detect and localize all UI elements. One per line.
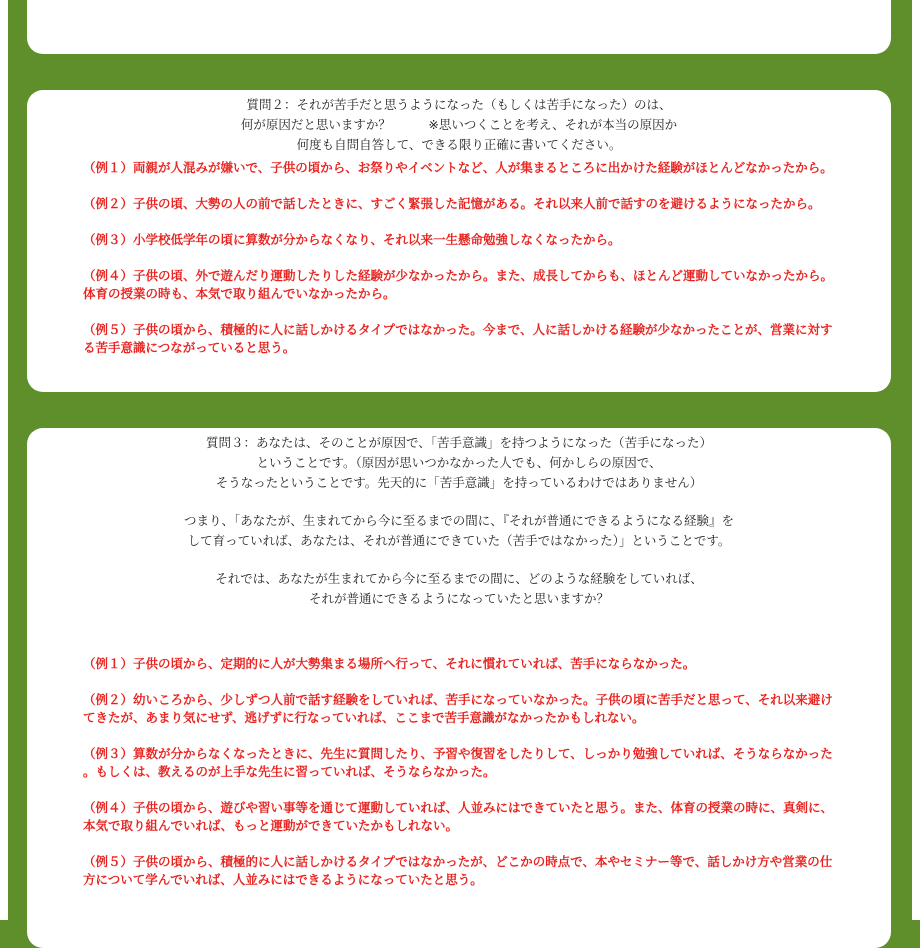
question3-explanation-line: して育っていれば、あなたは、それが普通にできていた（苦手ではなかった）」ということです。: [187, 533, 731, 548]
question3-examples: [27, 655, 891, 889]
left-edge: [0, 0, 8, 920]
question3-example-3: （例３）算数が分からなくなったときに、先生に質問したり、予習や復習をしたりして、しっかり勉強していれば、そうならなかった。もしくは、教えるのが上手な先生に習っていれば、そうならなかった。: [83, 746, 833, 779]
question3-line: ということです。（原因が思いつかなかった人でも、何かしらの原因で、: [256, 455, 662, 470]
question2-example-3: （例３）小学校低学年の頃に算数が分からなくなり、それ以来一生懸命勉強しなくなったから。: [83, 232, 621, 247]
question3-explanation: [27, 511, 891, 551]
question3-explanation-line: つまり、「あなたが、生まれてから今に至るまでの間に、『それが普通にできるようになる経験』を: [183, 513, 734, 528]
right-edge: [912, 0, 920, 920]
question2-panel: [27, 90, 891, 392]
question2-line: 何が原因だと思いますか？ ※思いつくことを考え、それが本当の原因か: [240, 117, 678, 132]
question3-prompt: [27, 569, 891, 609]
question2-examples: [27, 159, 891, 357]
question3-heading: [27, 433, 891, 493]
question2-example-1: （例１）両親が人混みが嫌いで、子供の頃から、お祭りやイベントなど、人が集まるところに出かけた経験がほとんどなかったから。: [83, 160, 833, 175]
question2-line: 質問２：それが苦手だと思うようになった（もしくは苦手になった）のは、: [246, 97, 672, 112]
question2-example-5: （例５）子供の頃から、積極的に人に話しかけるタイプではなかった。今まで、人に話しかける経験が少なかったことが、営業に対する苦手意識につながっていると思う。: [83, 322, 833, 355]
question3-example-4: （例４）子供の頃から、遊びや習い事等を通じて運動していれば、人並みにはできていたと思う。また、体育の授業の時に、真剣に、本気で取り組んでいれば、もっと運動ができていたかもしれない。: [83, 800, 834, 833]
question2-example-4: （例４）子供の頃、外で遊んだり運動したりした経験が少なかったから。また、成長してからも、ほとんど運動していなかったから。体育の授業の時も、本気で取り組んでいなかったから。: [83, 268, 834, 301]
question3-prompt-line: それが普通にできるようになっていたと思いますか？: [308, 591, 609, 606]
question3-line: 質問３：あなたは、そのことが原因で、「苦手意識」を持つようになった（苦手になった）: [205, 435, 712, 450]
question3-prompt-line: それでは、あなたが生まれてから今に至るまでの間に、どのような経験をしていれば、: [215, 571, 703, 586]
question3-example-5: （例５）子供の頃から、積極的に人に話しかけるタイプではなかったが、どこかの時点で、本やセミナー等で、話しかけ方や営業の仕方について学んでいれば、人並みにはできるようになっていたと思う。: [83, 854, 833, 887]
question2-heading: [27, 95, 891, 155]
question2-line: 何度も自問自答して、できる限り正確に書いてください。: [296, 137, 622, 152]
question3-line: そうなったということです。先天的に「苦手意識」を持っているわけではありません）: [215, 475, 703, 490]
question2-example-2: （例２）子供の頃、大勢の人の前で話したときに、すごく緊張した記憶がある。それ以来人前で話すのを避けるようになったから。: [83, 196, 821, 211]
question3-example-2: （例２）幼いころから、少しずつ人前で話す経験をしていれば、苦手になっていなかった。子供の頃に苦手だと思って、それ以来避けてきたが、あまり気にせず、逃げずに行なっていれば、ここまで苦手意識がなかったかもしれない。: [83, 692, 833, 725]
question3-panel: [27, 428, 891, 948]
question3-example-1: （例１）子供の頃から、定期的に人が大勢集まる場所へ行って、それに慣れていれば、苦手にならなかった。: [83, 656, 696, 671]
previous-question-panel: [27, 0, 891, 54]
